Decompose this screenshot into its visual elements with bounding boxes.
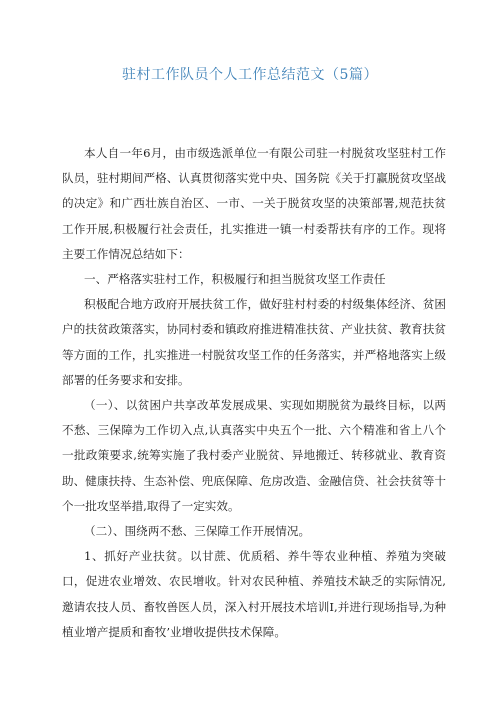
paragraph-work-coordination: 积极配合地方政府开展扶贫工作，做好驻村村委的村级集体经济、贫困户的扶贫政策落实，协同村委和镇政府推进精准扶贫、产业扶贫、教育扶贫等方面的工作，扎实推进一村脱贫攻坚工作的任务落实，并严格地落实上级部署的任务要求和安排。 — [62, 297, 446, 387]
paragraph-subsection-2: （二）、围绕两不愁、三保障工作开展情况。 — [84, 524, 311, 539]
section-heading-1: 一、严格落实驻村工作，积极履行和担当脱贫攻坚工作责任 — [84, 272, 386, 287]
intro-paragraph: 本人自一年6月，由市级选派单位一有限公司驻一村脱贫攻坚驻村工作队员，驻村期间严格、认真贯彻落实党中央、国务院《关于打赢脱贫攻坚战的决定》和广西壮族自治区、一市、一关于脱贫攻坚的决策部署,规范扶贫工作开展,积极履行社会责任，扎实推进一镇一村委帮扶有序的工作。现将主要工作情况总结如下： — [62, 146, 446, 261]
document-body — [62, 141, 446, 645]
document-title: 驻村工作队员个人工作总结范文（5篇） — [122, 67, 378, 83]
paragraph-industry-poverty: 1、抓好产业扶贫。以甘蔗、优质稻、养牛等农业种植、养殖为突破口，促进农业增效、农民增收。针对农民种植、养殖技术缺乏的实际情况,邀请农技人员、畜牧兽医人员，深入村开展技术培训Ⅰ,并进行现场指导,为种植业增产提质和畜牧’业增收提供技术保障。 — [62, 549, 446, 639]
paragraph-subsection-1: （一）、以贫困户共享改革发展成果、实现如期脱贫为最终目标，以两不愁、三保障为工作切入点,认真落实中央五个一批、六个精准和省上八个一批政策要求,统筹实施了我村委产业脱贫、异地搬迁、转移就业、教育资助、健康扶持、生态补偿、兜底保障、危房改造、金融信贷、社会扶贫等十个一批攻坚举措,取得了一定实效。 — [62, 398, 446, 513]
